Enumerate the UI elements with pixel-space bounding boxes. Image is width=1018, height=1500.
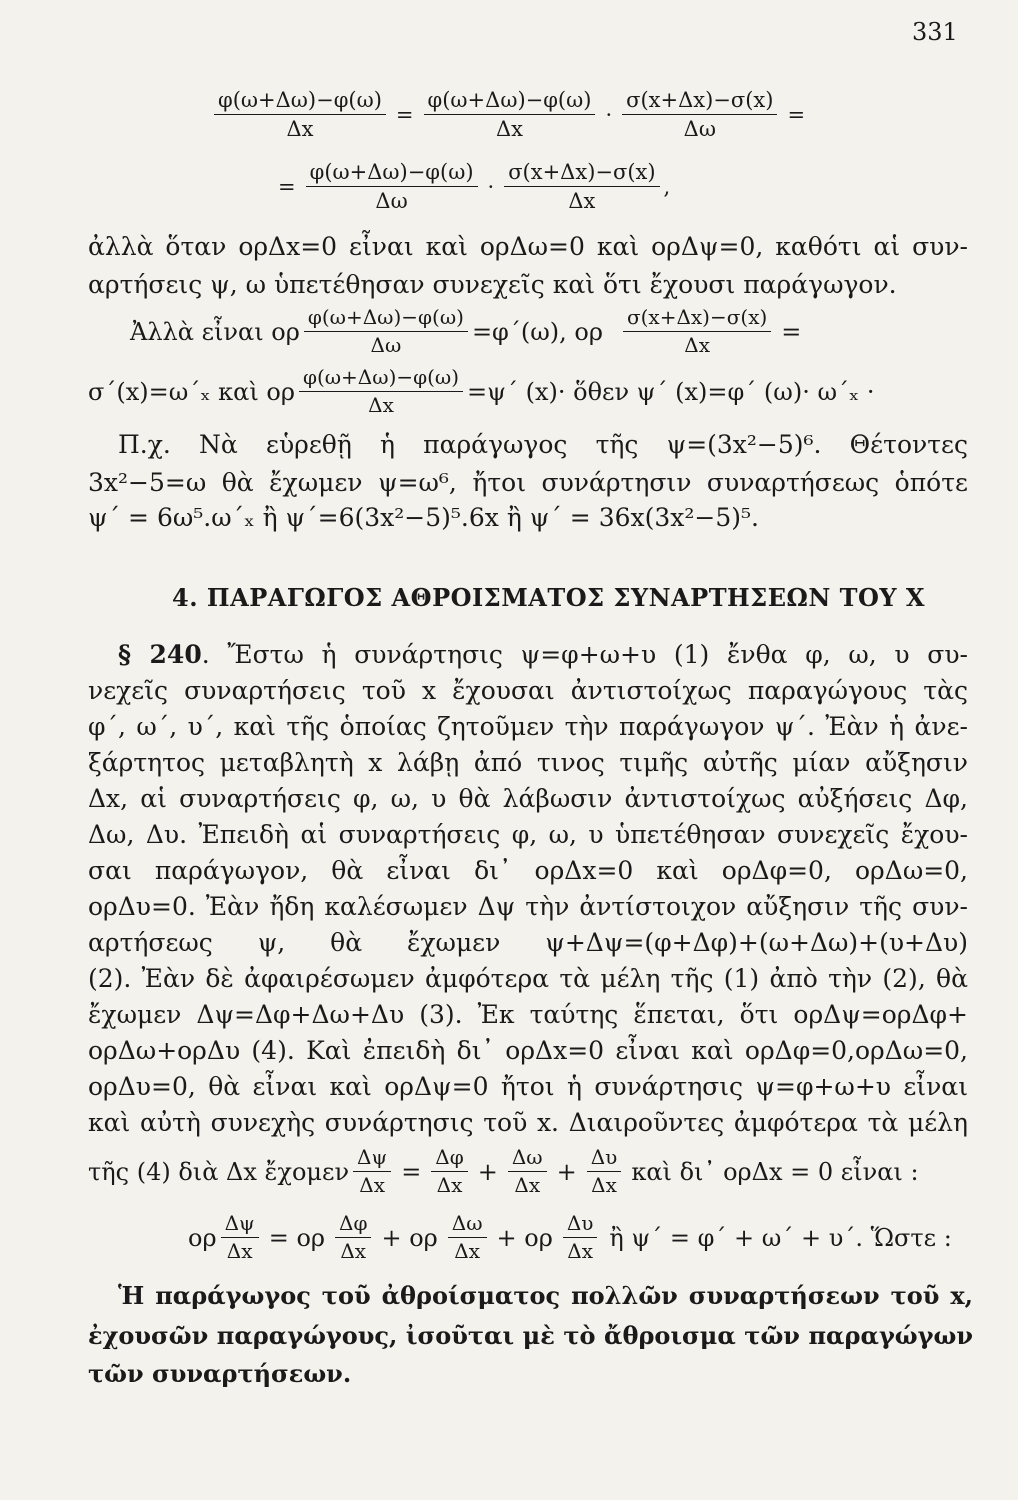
numerator: Δφ [335,1212,371,1238]
numerator: σ(x+Δx)−σ(x) [622,88,777,115]
text-line: αρτήσεις ψ, ω ὑπετέθησαν συνεχεῖς καὶ ὅτι ἔχουσι παράγωγον. [88,270,897,299]
text-segment: ἢ ψ΄ = φ΄ + ω΄ + υ΄. Ὥστε : [609,1223,952,1252]
text-line: φ΄, ω΄, υ΄, καὶ τῆς ὁποίας ζητοῦμεν τὴν παράγωγον ψ΄. Ἐὰν ἡ ἀνε- [88,712,968,741]
fraction [335,1212,371,1263]
numerator: Δψ [221,1212,259,1238]
text-line: αρτήσεως ψ, θὰ ἔχωμεν ψ+Δψ=(φ+Δφ)+(ω+Δω)+(υ+Δυ) [88,928,968,957]
fraction [353,1146,391,1197]
fraction [299,366,463,417]
section-number: § 240 [118,640,202,669]
comma: , [663,174,671,199]
denominator: Δx [359,1173,385,1197]
plus-sign: + [556,1157,577,1186]
denominator: Δω [375,189,408,214]
denominator: Δx [226,1239,253,1263]
numerator: φ(ω+Δω)−φ(ω) [214,88,386,115]
text-segment: + ορ [496,1223,553,1252]
fraction [504,160,659,213]
text-segment: τῆς (4) διὰ Δx ἔχομεν [88,1157,350,1186]
equals-sign: = [278,174,296,199]
equals-sign: = [395,102,414,127]
denominator: Δx [340,1239,367,1263]
fraction [214,88,386,141]
section-heading: 4. ΠΑΡΑΓΩΓΟΣ ΑΘΡΟΙΣΜΑΤΟΣ ΣΥΝΑΡΤΗΣΕΩΝ ΤΟΥ Χ [172,583,926,612]
equation-5 [88,1146,919,1197]
paragraph-first-line [118,640,968,670]
denominator: Δx [591,1173,617,1197]
text-line: Δω, Δυ. Ἐπειδὴ αἱ συναρτήσεις φ, ω, υ ὑπετέθησαν συνεχεῖς ἔχου- [88,820,968,849]
text-segment: καὶ δι᾽ ορΔx = 0 εἶναι : [631,1157,919,1186]
text-segment: = ορ [268,1223,325,1252]
fraction [563,1212,598,1263]
equals-sign: = [401,1157,422,1186]
text-line: σαι παράγωγον, θὰ εἶναι δι᾽ ορΔx=0 καὶ ορΔφ=0, ορΔω=0, [88,856,968,885]
conclusion-line: Ἡ παράγωγος τοῦ ἀθροίσματος πολλῶν συναρτήσεων τοῦ x, [118,1281,973,1310]
conclusion-line: ἐχουσῶν παραγώγους, ἰσοῦται μὲ τὸ ἄθροισμα τῶν παραγώγων [88,1321,973,1350]
text-line: ορΔυ=0. Ἐὰν ἤδη καλέσωμεν Δψ τὴν ἀντίστοιχον αὔξησιν τῆς συν- [88,892,968,921]
denominator: Δx [495,117,523,142]
numerator: Δω [508,1146,547,1172]
text-line: καὶ αὐτὴ συνεχὴς συνάρτησις τοῦ x. Διαιροῦντες ἀμφότερα τὰ μέλη [88,1108,968,1137]
fraction [431,1146,467,1197]
denominator: Δx [286,117,314,142]
fraction [622,88,777,141]
equals-sign: = [781,317,802,346]
numerator: φ(ω+Δω)−φ(ω) [306,160,478,187]
denominator: Δx [514,1173,541,1197]
text-line: ορΔυ=0, θὰ εἶναι καὶ ορΔψ=0 ἤτοι ἡ συνάρτησις ψ=φ+ω+υ εἶναι [88,1072,968,1101]
fraction [448,1212,487,1263]
equals-sign: = [787,102,806,127]
text-line: νεχεῖς συναρτήσεις τοῦ x ἔχουσαι ἀντιστοίχως παραγώγους τὰς [88,676,968,705]
equation-3 [130,306,807,357]
numerator: Δυ [587,1146,622,1172]
text-segment: + ορ [381,1223,438,1252]
text-line: ξάρτητος μεταβλητὴ x λάβῃ ἀπό τινος τιμῆς αὐτῆς μίαν αὔξησιν [88,748,968,777]
page-number: 331 [912,18,958,46]
dot-operator: · [487,174,495,199]
numerator: σ(x+Δx)−σ(x) [623,306,771,332]
numerator: φ(ω+Δω)−φ(ω) [299,366,463,392]
dot-operator: · [605,102,613,127]
numerator: σ(x+Δx)−σ(x) [504,160,659,187]
numerator: Δφ [431,1146,467,1172]
fraction [304,306,468,357]
plus-sign: + [477,1157,498,1186]
fraction [508,1146,547,1197]
numerator: φ(ω+Δω)−φ(ω) [424,88,596,115]
numerator: Δω [448,1212,487,1238]
text-line: (2). Ἐὰν δὲ ἀφαιρέσωμεν ἀμφότερα τὰ μέλη τῆς (1) ἀπὸ τὴν (2), θὰ [88,964,968,993]
equation-2 [272,160,670,213]
denominator: Δω [683,117,716,142]
text-segment: =ψ΄ (x)· ὅθεν ψ΄ (x)=φ΄ (ω)· ω΄ₓ · [467,377,875,406]
fraction [306,160,478,213]
fraction [623,306,771,357]
fraction [587,1146,622,1197]
text-line: ψ΄ = 6ω⁵.ω΄ₓ ἢ ψ΄=6(3x²−5)⁵.6x ἢ ψ΄ = 36x(3x²−5)⁵. [88,503,759,532]
text-line: Δx, αἱ συναρτήσεις φ, ω, υ θὰ λάβωσιν ἀντιστοίχως αὐξήσεις Δφ, [88,784,968,813]
denominator: Δx [684,333,710,357]
numerator: Δψ [353,1146,391,1172]
numerator: Δυ [563,1212,598,1238]
conclusion-line: τῶν συναρτήσεων. [88,1359,352,1388]
text-line: Π.χ. Νὰ εὑρεθῇ ἡ παράγωγος τῆς ψ=(3x²−5)⁶. Θέτοντες [118,430,968,459]
text-line: ἀλλὰ ὅταν ορΔx=0 εἶναι καὶ ορΔω=0 καὶ ορΔψ=0, καθότι αἱ συν- [88,232,968,261]
denominator: Δx [454,1239,480,1263]
text-segment: =φ΄(ω), ορ [471,317,603,346]
denominator: Δω [370,333,402,357]
equation-6 [188,1212,952,1263]
denominator: Δx [436,1173,463,1197]
denominator: Δx [568,189,596,214]
fraction [221,1212,259,1263]
text-segment: ορ [188,1223,217,1252]
text-segment: Ἀλλὰ εἶναι ορ [130,317,300,346]
text-segment: σ΄(x)=ω΄ₓ καὶ ορ [88,377,295,406]
numerator: φ(ω+Δω)−φ(ω) [304,306,468,332]
denominator: Δx [567,1239,593,1263]
text-segment: . Ἔστω ἡ συνάρτησις ψ=φ+ω+υ (1) ἔνθα φ, ω, υ συ- [201,640,968,669]
denominator: Δx [368,393,394,417]
equation-1 [210,88,811,141]
text-line: ἔχωμεν Δψ=Δφ+Δω+Δυ (3). Ἐκ ταύτης ἕπεται, ὅτι ορΔψ=ορΔφ+ [88,1000,968,1029]
text-line: ορΔω+ορΔυ (4). Καὶ ἐπειδὴ δι᾽ ορΔx=0 εἶναι καὶ ορΔφ=0,ορΔω=0, [88,1036,968,1065]
fraction [424,88,596,141]
text-line: 3x²−5=ω θὰ ἔχωμεν ψ=ω⁶, ἤτοι συνάρτησιν συναρτήσεως ὁπότε [88,468,968,497]
equation-4 [88,366,874,417]
